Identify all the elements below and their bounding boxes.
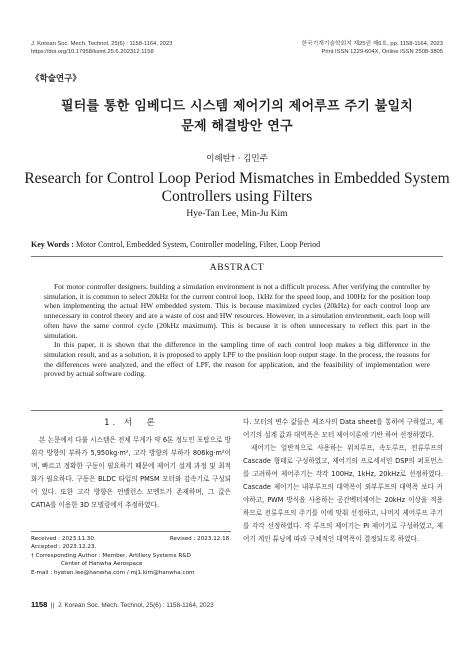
article-category: 《학술연구》 (31, 74, 81, 84)
authors-english: Hye-Tan Lee, Min-Ju Kim (186, 209, 288, 219)
title-korean (0, 97, 474, 137)
footnote-dates (31, 535, 231, 543)
footnote-divider (31, 531, 231, 532)
body-column-right (243, 416, 443, 546)
issn-info: Print ISSN 1229-604X, Online ISSN 2508-3805 (321, 49, 443, 55)
author-affiliation: Center of Hanwha Aerospace (61, 561, 143, 568)
author-email[interactable]: E-mail : hyetan.lee@hanwha.com / mj1.kim@hanwha.com (31, 569, 195, 576)
running-header-left (31, 40, 172, 56)
journal-citation-korean: 한국기계기술학회지 제25권 제6호, pp. 1158-1164, 2023 (301, 41, 443, 47)
page-footer (31, 600, 214, 609)
abstract-paragraph-1: For motor controller designers, building a simulation environment is not a difficult process. After verifying the controller by simulation, it is common to select 20kHz for the current control loop, 1kHz for the speed loop, and 100Hz for the position loop when implementing the actual HW embedded system. This is because maximized cycles (20kHz) for each control loop are unnecessary in control theory and are a waste of cost and HW resources. However, in a simulation environment, each loop will often have the same control cycle (20kHz maximum). This is because it is often unnecessary to reflect this part in the simulation. (44, 282, 430, 340)
doi-link[interactable]: https://doi.org/10.17958/ksmt.25.6.202312.1158 (31, 49, 154, 55)
authors-korean: 이혜탄† · 김민주 (206, 154, 268, 164)
journal-citation: J. Korean Soc. Mech. Technol, 25(6) : 1158-1164, 2023 (31, 41, 173, 47)
title-english (0, 170, 474, 206)
title-english-line2: Controllers using Filters (161, 188, 313, 205)
keywords (31, 240, 443, 250)
body-paragraph-right-1: 다. 모터의 변수 값들은 제조사의 Data sheet를 통하여 구하였고, 제어기의 설계 값과 대역폭은 모터 제어이론에 기반 하여 선정하였다. (243, 418, 443, 439)
running-header-right (301, 40, 443, 56)
revised-date: Revised : 2023.12.18. (169, 536, 231, 542)
title-korean-line1: 필터를 통한 임베디드 시스템 제어기의 제어루프 주기 불일치 (60, 99, 414, 114)
abstract-heading: ABSTRACT (209, 263, 265, 273)
abstract-paragraph-2: In this paper, it is shown that the difference in the sampling time of each control loop makes a big difference in the simulation result, and as a solution, it is proposed to apply LPF to the position loop output stage. In the process, the reasons for the differences were analyzed, and the effect of LPF, the reason for application, and the feasibility of implementation were proved by actual software coding. (44, 340, 430, 379)
page-number: 1158 (31, 600, 48, 609)
title-korean-line2: 문제 해결방안 연구 (181, 119, 293, 134)
title-english-line1: Research for Control Loop Period Mismatches in Embedded System (24, 170, 450, 187)
footer-separator: || (49, 602, 56, 609)
keywords-divider (31, 256, 443, 257)
abstract-body (44, 282, 430, 379)
accepted-date: Accepted : 2023.12.23. (31, 544, 97, 551)
footer-journal: J. Korean Soc. Mech. Technol, 25(6) : 1158-1164, 2023 (57, 602, 214, 609)
body-paragraph-left: 본 논문에서 다룰 시스템은 전체 무게가 약 6톤 정도인 포탑으로 방위각 방향의 부하가 5,950kg·m², 고각 방향의 부하가 806kg·m²이며, 빠르고 정확한 구동이 필요하기 때문에 제어기 설계 과정 및 최적화가 필요하다. 구동은 BLDC 타입의 PMSM 모터와 감속기로 구성되어 있다. 또한 고각 방향은 언밸런스 모멘트가 존재하며, 그 값은 CATIA를 이용한 3D 모델링에서 추정하였다. (31, 436, 231, 509)
body-column-left (31, 434, 231, 512)
section-heading-introduction: 1. 서 론 (104, 418, 158, 428)
abstract-divider (31, 410, 443, 411)
footnote (31, 535, 231, 577)
keywords-text: Motor Control, Embedded System, Controller modeling, Filter, Loop Period (75, 240, 321, 249)
received-date: Received : 2023.11.30. (31, 536, 96, 542)
keywords-label: Key Words : (31, 240, 74, 249)
corresponding-author: † Corresponding Author : Member, Artillery Systems R&D (31, 552, 191, 559)
body-paragraph-right-2: 제어기는 일반적으로 사용하는 위치루프, 속도루프, 전류루프의 Cascade 형태로 구성하였고, 제어기의 프로세서인 DSP의 퍼포먼스를 고려하여 제어주기는 각각 100Hz, 1kHz, 20kHz로 선정하였다. Cascade 제어기는 내부루프의 대역폭이 외부루프의 대역폭 보다 커야하고, PWM 방식을 사용하는 공간벡터제어는 20kHz 이상을 적용하므로 전류루프의 주기를 이에 맞춰 선정하고, 나머지 제어루프 주기를 각각 선정하였다. 각 루프의 제어기는 PI 제어기로 구성하였고, 제어기 게인 튜닝에 따라 구체적인 대역폭이 결정되도록 하였다. (243, 444, 443, 543)
